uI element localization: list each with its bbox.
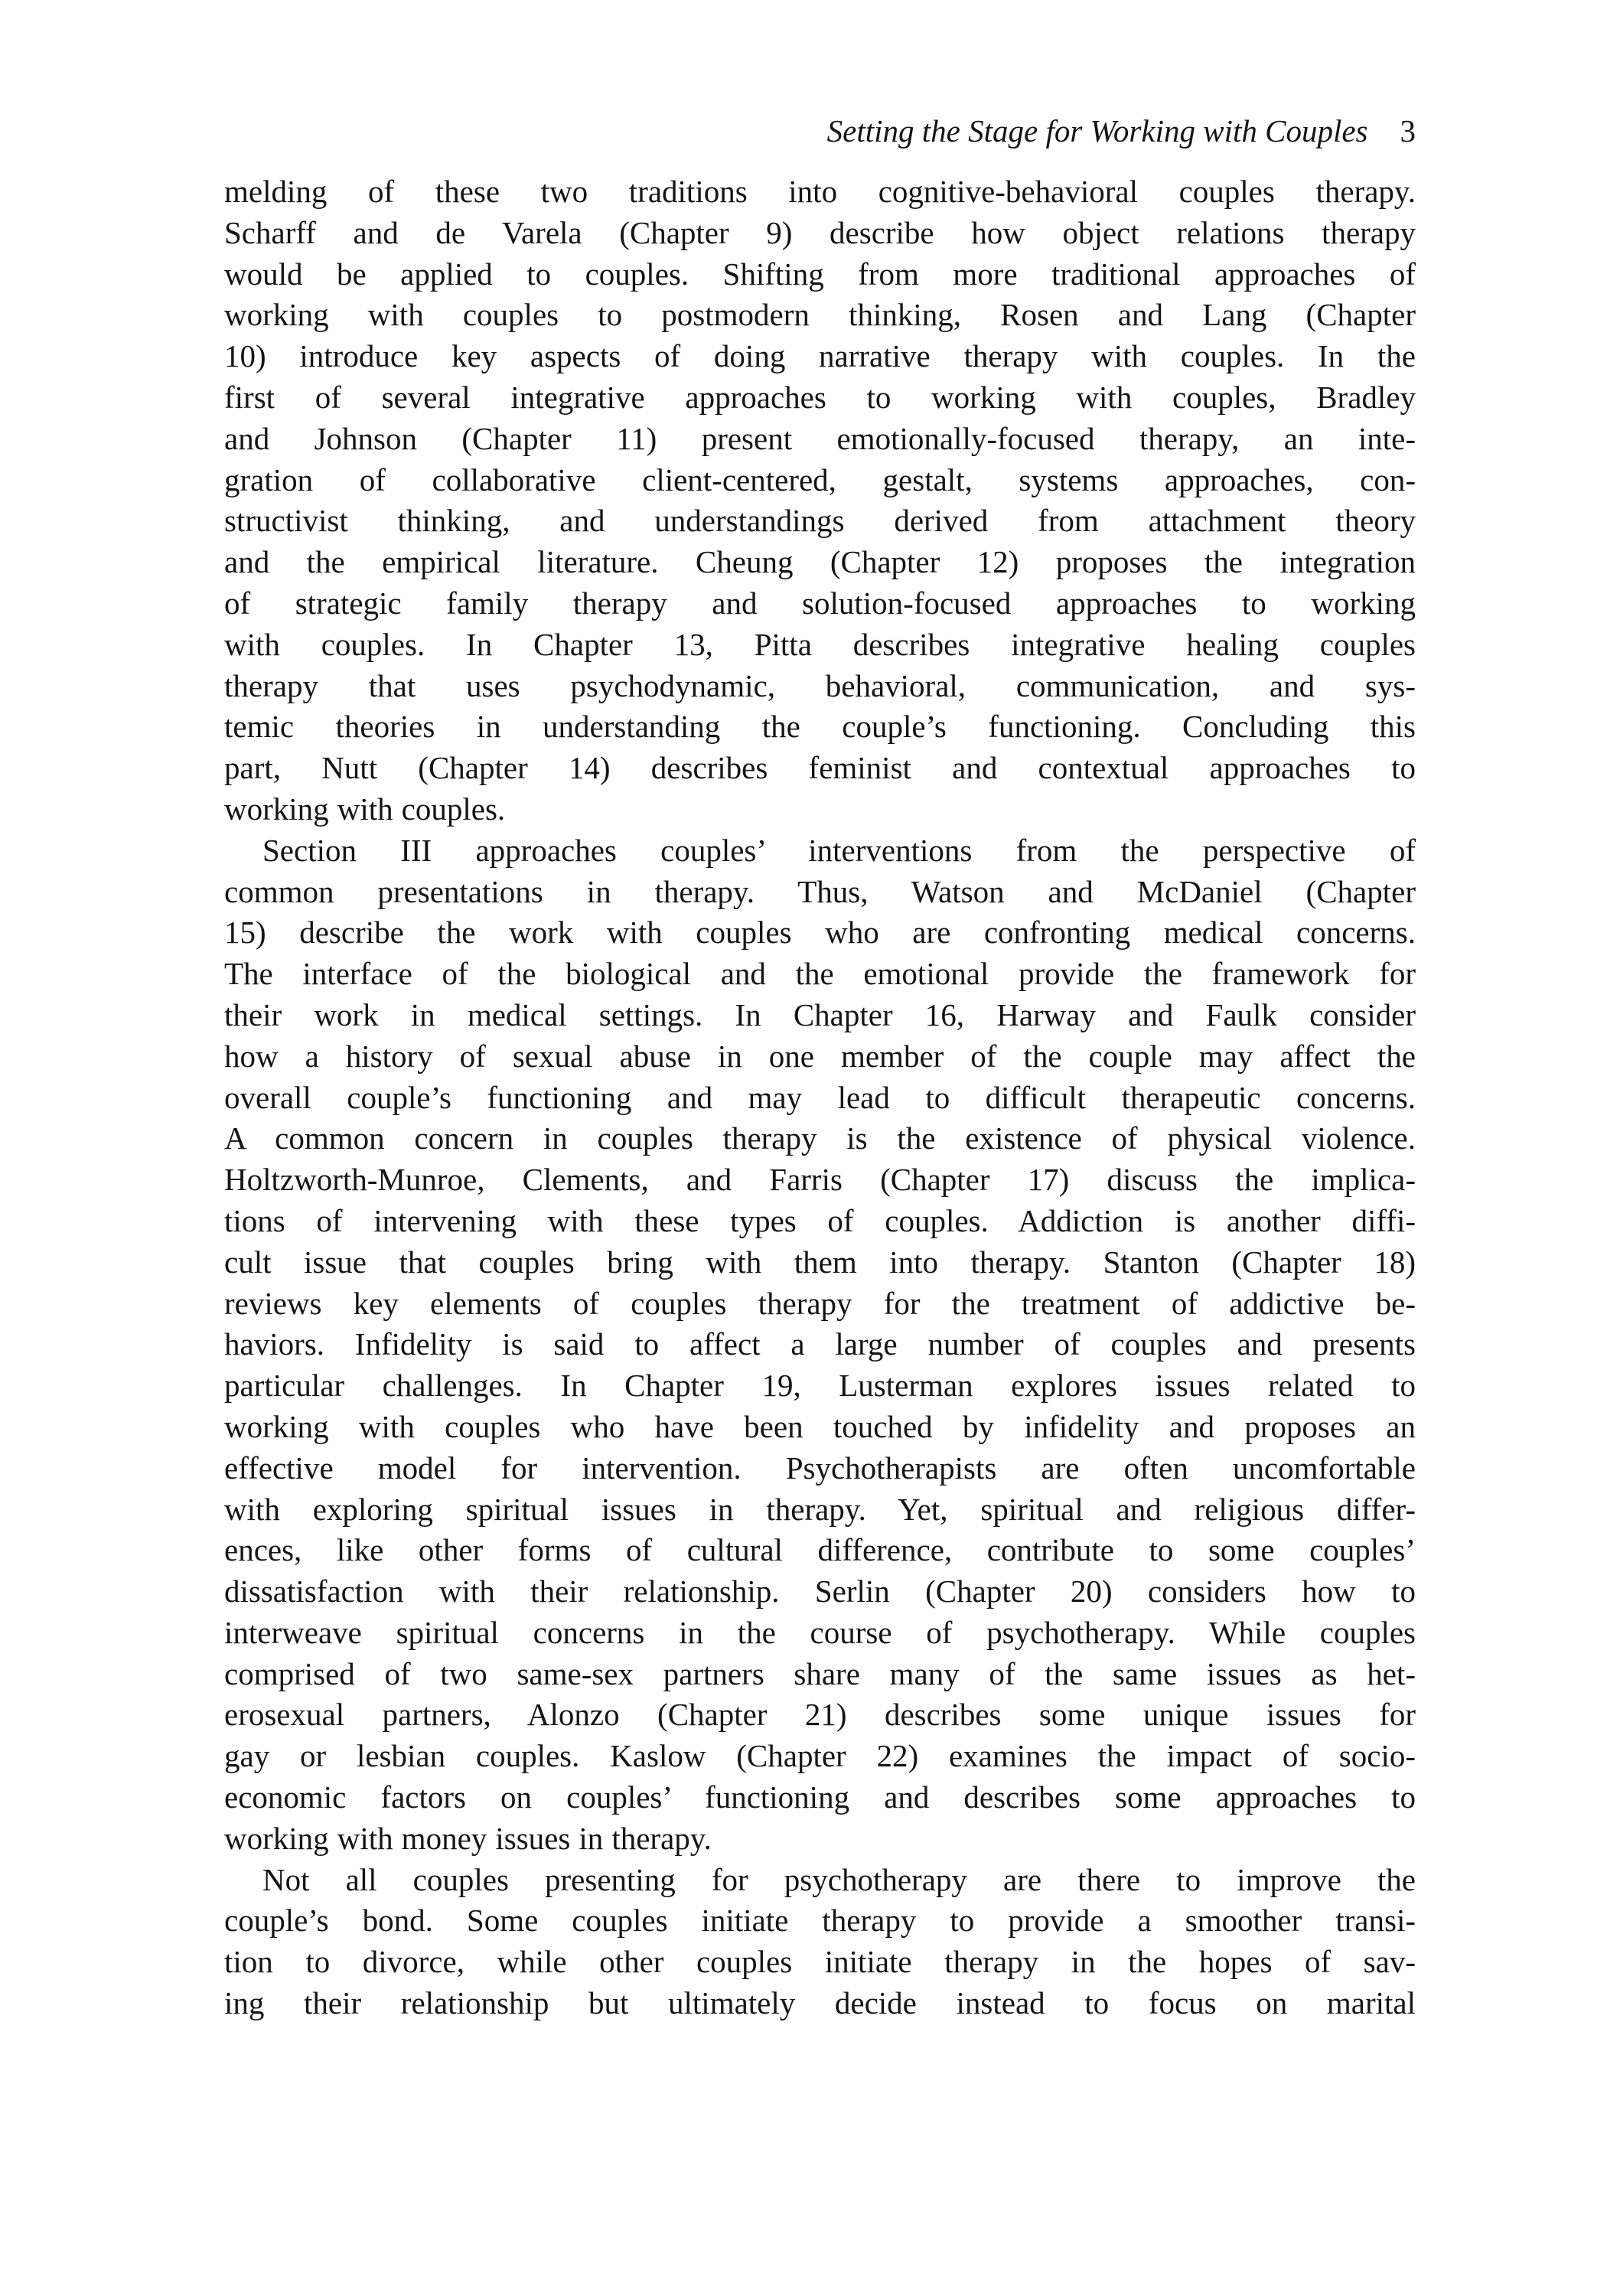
running-header [224,112,1416,150]
text-line: working with couples. [224,791,506,827]
text-line: Scharff and de Varela (Chapter 9) describe how object relations therapy [224,214,1416,250]
text-line: temic theories in understanding the couple’s functioning. Concluding this [224,709,1416,745]
text-line: ences, like other forms of cultural difference, contribute to some couples’ [224,1532,1416,1568]
text-line: effective model for intervention. Psychotherapists are often uncomfortable [224,1450,1416,1486]
text-line: gay or lesbian couples. Kaslow (Chapter 22) examines the impact of socio- [224,1738,1416,1774]
text-line: tion to divorce, while other couples initiate therapy in the hopes of sav- [224,1944,1416,1980]
text-line: melding of these two traditions into cognitive-behavioral couples therapy. [224,174,1416,209]
running-header-title: Setting the Stage for Working with Couples [826,113,1368,148]
text-line: common presentations in therapy. Thus, Watson and McDaniel (Chapter [224,873,1416,909]
text-line: cult issue that couples bring with them into therapy. Stanton (Chapter 18) [224,1244,1416,1280]
text-line: structivist thinking, and understandings derived from attachment theory [224,503,1416,539]
page-number: 3 [1400,113,1416,148]
paragraph [224,1860,1416,2024]
text-line: dissatisfaction with their relationship. Serlin (Chapter 20) considers how to [224,1574,1416,1609]
text-line: tions of intervening with these types of couples. Addiction is another diffi- [224,1202,1416,1238]
text-line: 15) describe the work with couples who are confronting medical concerns. [224,915,1416,951]
text-line: with exploring spiritual issues in therapy. Yet, spiritual and religious differ- [224,1491,1416,1527]
text-line: reviews key elements of couples therapy for the treatment of addictive be- [224,1285,1416,1321]
text-line: part, Nutt (Chapter 14) describes feminist and contextual approaches to [224,750,1416,786]
text-line: ing their relationship but ultimately decide instead to focus on marital [224,1985,1416,2021]
text-line: and Johnson (Chapter 11) present emotionally-focused therapy, an inte- [224,420,1416,456]
text-line: comprised of two same-sex partners share many of the same issues as het- [224,1655,1416,1691]
text-line: working with money issues in therapy. [224,1820,712,1856]
text-line: erosexual partners, Alonzo (Chapter 21) describes some unique issues for [224,1697,1416,1733]
text-block [224,171,1416,2024]
paragraph [224,171,1416,830]
text-line: with couples. In Chapter 13, Pitta describes integrative healing couples [224,626,1416,662]
text-line: Not all couples presenting for psychotherapy are there to improve the [262,1861,1416,1897]
text-line: first of several integrative approaches to working with couples, Bradley [224,379,1416,415]
text-line: interweave spiritual concerns in the course of psychotherapy. While couples [224,1614,1416,1650]
paragraph [224,830,1416,1860]
text-line: particular challenges. In Chapter 19, Lusterman explores issues related to [224,1368,1416,1404]
text-line: of strategic family therapy and solution-focused approaches to working [224,585,1416,621]
text-line: how a history of sexual abuse in one member of the couple may affect the [224,1038,1416,1074]
text-line: working with couples to postmodern thinking, Rosen and Lang (Chapter [224,297,1416,333]
text-line: their work in medical settings. In Chapter 16, Harway and Faulk consider [224,996,1416,1032]
text-line: haviors. Infidelity is said to affect a large number of couples and presents [224,1326,1416,1362]
text-line: The interface of the biological and the emotional provide the framework for [224,956,1416,992]
text-line: would be applied to couples. Shifting from more traditional approaches of [224,256,1416,292]
text-line: A common concern in couples therapy is the existence of physical violence. [224,1120,1416,1156]
text-line: 10) introduce key aspects of doing narrative therapy with couples. In the [224,338,1416,374]
text-line: economic factors on couples’ functioning and describes some approaches to [224,1779,1416,1815]
text-line: working with couples who have been touched by infidelity and proposes an [224,1408,1416,1444]
text-line: gration of collaborative client-centered, gestalt, systems approaches, con- [224,461,1416,497]
text-line: couple’s bond. Some couples initiate therapy to provide a smoother transi- [224,1903,1416,1939]
text-line: Holtzworth-Munroe, Clements, and Farris (Chapter 17) discuss the implica- [224,1162,1416,1198]
text-line: and the empirical literature. Cheung (Chapter 12) proposes the integration [224,544,1416,580]
text-line: overall couple’s functioning and may lead to difficult therapeutic concerns. [224,1079,1416,1115]
text-line: therapy that uses psychodynamic, behavioral, communication, and sys- [224,667,1416,703]
text-line: Section III approaches couples’ interventions from the perspective of [262,832,1416,868]
